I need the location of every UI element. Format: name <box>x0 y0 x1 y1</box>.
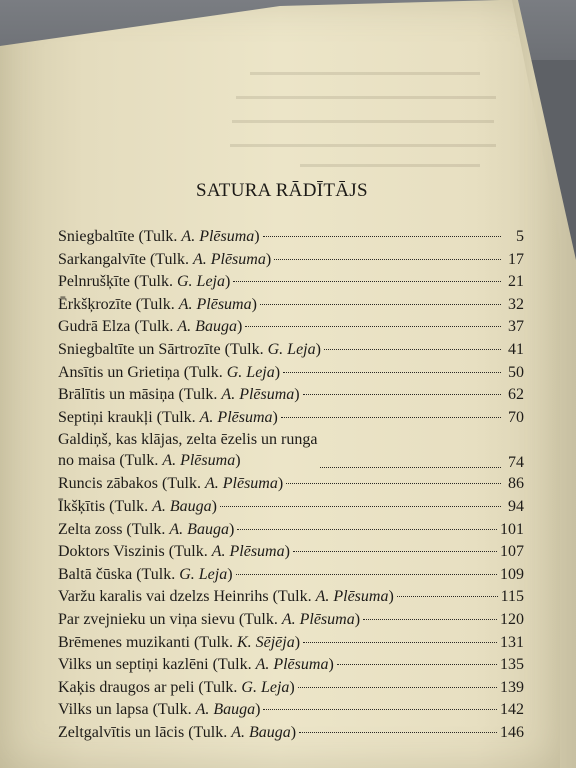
toc-entry <box>58 429 524 473</box>
toc-entry-page-number: 101 <box>500 520 524 538</box>
translator-name: A. Plēsuma <box>315 588 389 606</box>
toc-entry-translator: (Tulk. A. Plēsuma) <box>268 588 394 606</box>
toc-entry-translator: (Tulk. G. Leja) <box>132 565 233 583</box>
toc-entry <box>58 294 524 317</box>
toc-entry-text <box>58 473 283 496</box>
translator-prefix: Tulk. <box>141 295 175 313</box>
translator-name: A. Bauga <box>231 723 291 741</box>
toc-entry-line2 <box>58 450 317 471</box>
translator-prefix: Tulk. <box>161 408 196 426</box>
toc-entry <box>58 473 524 496</box>
toc-entry-text <box>58 541 290 564</box>
toc-entry-page-number: 62 <box>508 386 524 404</box>
toc-entry-title: Ērkšķrozīte <box>58 295 132 313</box>
translator-name: A. Bauga <box>195 701 256 719</box>
show-through-text <box>300 164 480 167</box>
translator-prefix: Tulk. <box>141 565 176 583</box>
toc-entry-page-number: 37 <box>508 318 524 336</box>
toc-entry <box>58 407 524 430</box>
translator-prefix: Tulk. <box>167 475 201 493</box>
toc-entry <box>58 586 524 609</box>
toc-entry-page-number: 21 <box>508 273 524 291</box>
toc-entry-translator: (Tulk. A. Plēsuma) <box>134 228 260 245</box>
translator-prefix: Tulk. <box>174 543 208 561</box>
toc-entry-text <box>58 519 234 542</box>
toc-entry-page-number: 74 <box>508 454 524 472</box>
translator-name: A. Plēsuma <box>281 610 355 628</box>
dot-leader <box>260 304 501 305</box>
dot-leader <box>363 619 497 620</box>
translator-name: A. Bauga <box>177 318 237 336</box>
toc-entry-title-cont: no maisa <box>58 452 116 470</box>
translator-prefix: Tulk. <box>131 520 166 538</box>
toc-entry <box>58 384 524 407</box>
toc-entry-title: Vilks un lapsa <box>58 701 149 719</box>
show-through-text <box>250 72 480 75</box>
toc-entry <box>58 226 524 249</box>
toc-entry-text <box>58 586 394 609</box>
toc-entry-text <box>58 654 334 677</box>
translator-prefix: Tulk. <box>189 363 223 381</box>
toc-entry-text <box>58 362 280 385</box>
translator-name: A. Plēsuma <box>221 386 295 404</box>
toc-entry-text <box>58 564 233 587</box>
toc-entry-text <box>58 632 300 655</box>
dot-leader <box>299 732 497 733</box>
show-through-text <box>232 120 494 123</box>
toc-entry <box>58 677 524 700</box>
toc-entry-title: Par zvejnieku un viņa sievu <box>58 610 235 628</box>
dot-leader <box>283 372 501 373</box>
dot-leader <box>293 551 497 552</box>
toc-entry-text <box>58 226 260 249</box>
toc-entry <box>58 699 524 722</box>
toc-entry-translator: (Tulk. A. Plēsuma) <box>115 452 241 470</box>
toc-entry-title: Sarkangalvīte <box>58 250 146 268</box>
dot-leader <box>320 467 501 468</box>
table-of-contents <box>58 226 524 744</box>
translator-prefix: Tulk. <box>139 273 173 291</box>
toc-entry-page-number: 135 <box>500 656 524 674</box>
toc-entry-page-number: 109 <box>500 565 524 583</box>
toc-entry <box>58 362 524 385</box>
dot-leader <box>263 236 501 237</box>
translator-prefix: Tulk. <box>229 340 264 358</box>
toc-entry-title: Ansītis un Grietiņa <box>58 363 180 381</box>
toc-entry-text <box>58 294 257 317</box>
toc-entry-translator: (Tulk. A. Plēsuma) <box>234 610 361 628</box>
toc-entry <box>58 339 524 362</box>
translator-prefix: Tulk. <box>217 656 252 674</box>
toc-entry-text <box>58 429 317 471</box>
toc-entry-text <box>58 722 296 745</box>
toc-entry-page-number: 146 <box>500 723 524 741</box>
translator-name: G. Leja <box>267 340 316 358</box>
toc-entry-title: Kaķis draugos ar peli <box>58 678 195 696</box>
toc-entry-page-number: 86 <box>508 475 524 493</box>
toc-entry-translator: (Tulk. A. Plēsuma) <box>131 295 257 313</box>
translator-prefix: Tulk. <box>244 610 278 628</box>
toc-entry <box>58 496 524 519</box>
toc-entry-page-number: 131 <box>500 633 524 651</box>
translator-prefix: Tulk. <box>193 723 228 741</box>
show-through-text <box>236 96 496 99</box>
toc-heading: SATURA RĀDĪTĀJS <box>196 180 368 201</box>
dot-leader <box>303 394 501 395</box>
toc-entry-translator: (Tulk. G. Leja) <box>194 678 295 696</box>
translator-name: G. Leja <box>176 273 225 291</box>
toc-entry-translator: (Tulk. A. Bauga) <box>184 723 297 741</box>
toc-entry <box>58 541 524 564</box>
toc-entry-translator: (Tulk. A. Bauga) <box>122 520 235 538</box>
toc-entry-translator: (Tulk. A. Plēsuma) <box>164 543 290 561</box>
toc-entry-title: Zelta zoss <box>58 520 123 538</box>
toc-entry-text <box>58 339 321 362</box>
dot-leader <box>233 281 501 282</box>
toc-entry-translator: (Tulk. A. Plēsuma) <box>174 386 300 404</box>
toc-entry <box>58 632 524 655</box>
toc-entry-page-number: 115 <box>500 588 524 606</box>
toc-entry-translator: (Tulk. A. Plēsuma) <box>145 250 272 268</box>
toc-entry-title: Sniegbaltīte <box>58 228 135 245</box>
toc-entry-translator: (Tulk. G. Leja) <box>220 340 321 358</box>
toc-entry-title: Varžu karalis vai dzelzs Heinrihs <box>58 588 269 606</box>
toc-entry <box>58 316 524 339</box>
toc-entry-text <box>58 677 295 700</box>
toc-entry-translator: (Tulk. K. Sējēja) <box>189 633 301 651</box>
toc-entry-title: Īkšķītis <box>58 497 106 515</box>
dot-leader <box>298 687 497 688</box>
toc-entry-page-number: 107 <box>500 543 524 561</box>
translator-prefix: Tulk. <box>203 678 238 696</box>
translator-name: A. Plēsuma <box>181 228 255 245</box>
toc-entry-page-number: 94 <box>508 497 524 515</box>
translator-name: A. Plēsuma <box>162 452 236 470</box>
translator-prefix: Tulk. <box>183 386 218 404</box>
dot-leader <box>245 326 501 327</box>
toc-entry-text <box>58 316 242 339</box>
translator-name: K. Sējēja <box>236 633 295 651</box>
toc-entry-title: Septiņi kraukļi <box>58 408 153 426</box>
toc-entry-title: Vilks un septiņi kazlēni <box>58 656 209 674</box>
toc-entry-title: Baltā čūska <box>58 565 133 583</box>
toc-entry-translator: (Tulk. A. Plēsuma) <box>157 475 284 493</box>
translator-prefix: Tulk. <box>139 318 174 336</box>
translator-prefix: Tulk. <box>155 250 189 268</box>
dot-leader <box>220 506 501 507</box>
toc-entry-title: Gudrā Elza <box>58 318 131 336</box>
translator-name: A. Plēsuma <box>211 543 285 561</box>
toc-entry-page-number: 17 <box>508 250 524 268</box>
toc-entry-page-number: 5 <box>516 228 524 245</box>
translator-prefix: Tulk. <box>114 497 149 515</box>
dot-leader <box>303 642 497 643</box>
toc-entry-translator: (Tulk. A. Plēsuma) <box>208 656 334 674</box>
toc-entry-translator: (Tulk. A. Plēsuma) <box>152 408 278 426</box>
toc-entry-text <box>58 384 300 407</box>
toc-entry-translator: (Tulk. A. Bauga) <box>148 701 261 719</box>
toc-entry-page-number: 32 <box>508 295 524 313</box>
toc-entry-page-number: 142 <box>500 701 524 719</box>
toc-entry-page-number: 50 <box>508 363 524 381</box>
toc-entry-title: Brēmenes muzikanti <box>58 633 190 651</box>
toc-entry-page-number: 41 <box>508 340 524 358</box>
toc-entry-title: Zeltgalvītis un lācis <box>58 723 185 741</box>
translator-name: A. Plēsuma <box>178 295 252 313</box>
translator-name: A. Plēsuma <box>255 656 329 674</box>
translator-prefix: Tulk. <box>277 588 312 606</box>
toc-entry-page-number: 139 <box>500 678 524 696</box>
dot-leader <box>237 529 497 530</box>
toc-entry <box>58 722 524 745</box>
toc-entry-translator: (Tulk. A. Bauga) <box>105 497 217 515</box>
toc-entry-page-number: 120 <box>500 610 524 628</box>
translator-name: A. Plēsuma <box>199 408 273 426</box>
toc-entry-text <box>58 609 360 632</box>
translator-name: A. Plēsuma <box>204 475 278 493</box>
dot-leader <box>337 664 497 665</box>
translator-name: G. Leja <box>226 363 275 381</box>
toc-entry-title: Pelnrušķīte <box>58 273 130 291</box>
toc-entry <box>58 564 524 587</box>
toc-entry-title: Galdiņš, kas klājas, zelta ēzelis un runga <box>58 431 318 449</box>
dot-leader <box>274 259 501 260</box>
toc-entry-translator: (Tulk. G. Leja) <box>130 273 231 291</box>
translator-prefix: Tulk. <box>143 228 178 245</box>
toc-entry <box>58 609 524 632</box>
dot-leader <box>281 417 501 418</box>
translator-name: A. Plēsuma <box>192 250 266 268</box>
dot-leader <box>236 574 497 575</box>
translator-name: A. Bauga <box>169 520 229 538</box>
toc-entry-title: Runcis zābakos <box>58 475 158 493</box>
translator-name: A. Bauga <box>152 497 212 515</box>
toc-entry-title: Sniegbaltīte un Sārtrozīte <box>58 340 221 358</box>
dot-leader <box>324 349 501 350</box>
toc-entry <box>58 519 524 542</box>
dot-leader <box>397 596 498 597</box>
translator-name: G. Leja <box>241 678 290 696</box>
translator-name: G. Leja <box>179 565 228 583</box>
toc-entry-title: Brālītis un māsiņa <box>58 386 175 404</box>
toc-entry <box>58 654 524 677</box>
toc-entry <box>58 249 524 272</box>
dot-leader <box>263 709 497 710</box>
translator-prefix: Tulk. <box>157 701 192 719</box>
toc-entry-text <box>58 249 271 272</box>
toc-entry-text <box>58 407 278 430</box>
translator-prefix: Tulk. <box>124 452 159 470</box>
dot-leader <box>286 483 501 484</box>
toc-entry-text <box>58 496 217 519</box>
toc-entry-translator: (Tulk. G. Leja) <box>179 363 281 381</box>
toc-entry-text <box>58 699 260 722</box>
toc-entry <box>58 271 524 294</box>
toc-entry-page-number: 70 <box>508 408 524 426</box>
toc-entry-text <box>58 271 230 294</box>
toc-entry-title: Doktors Viszinis <box>58 543 165 561</box>
translator-prefix: Tulk. <box>199 633 233 651</box>
toc-entry-translator: (Tulk. A. Bauga) <box>130 318 243 336</box>
show-through-text <box>230 144 496 147</box>
